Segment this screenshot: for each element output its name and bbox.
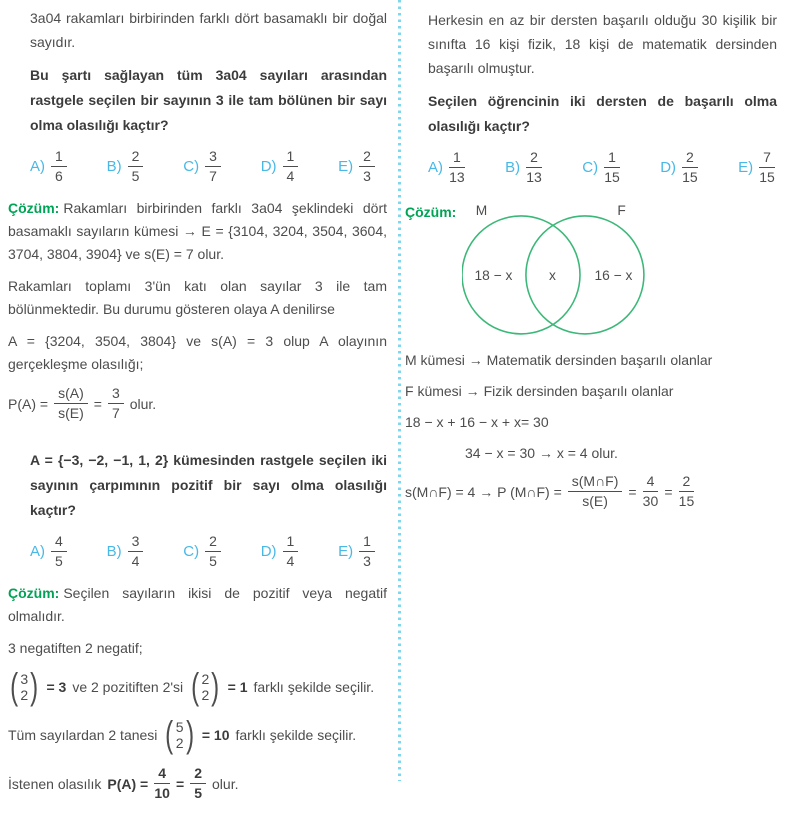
solution1-para1 [8, 197, 387, 266]
line2-tail-text: farklı şekilde seçilir. [235, 727, 357, 743]
solution3-para2: F kümesi → Fizik dersinden başarılı olanlar [405, 383, 674, 399]
option-letter: A) [30, 543, 45, 560]
solution2-line2 [8, 714, 387, 755]
solution-label: Çözüm: [405, 204, 457, 220]
solution2-line1 [8, 666, 387, 707]
problem1-question: Bu şartı sağlayan tüm 3a04 sayıları arasından rastgele seçilen bir sayının 3 ile tam bölünen bir sayı olma olasılığı kaçtır? [30, 67, 387, 133]
problem2-option-b [107, 533, 144, 570]
option-fraction: $\frac{1}{4}$ [283, 533, 299, 570]
option-letter: D) [260, 158, 277, 175]
option-fraction: $\frac{2}{5}$ [128, 148, 144, 185]
problem1-option-e [338, 148, 375, 185]
line1-tail-text: farklı şekilde seçilir. [253, 679, 375, 695]
problem2-option-a [30, 533, 67, 570]
option-fraction: $\frac{1}{13}$ [449, 149, 465, 185]
option-letter: D) [660, 159, 677, 176]
option-letter: C) [183, 543, 200, 560]
line1-middle-text: ve 2 pozitiften 2'si [72, 679, 184, 695]
option-fraction: $\frac{4}{5}$ [51, 533, 67, 570]
binomial-result: = 10 [201, 727, 230, 743]
problem2-option-e [338, 533, 375, 570]
solution2-para1 [8, 582, 387, 628]
eq3-lead: s(M∩F) = 4 → P (M∩F) = [405, 483, 562, 500]
problem1-option-b [107, 148, 144, 185]
solution-label: Çözüm: [8, 200, 60, 216]
fraction-sMF-sE: $\frac{s(M\cap F)}{s(E)}$ [568, 473, 623, 510]
problem3-option-c [582, 149, 620, 186]
problem3-option-b [505, 149, 542, 186]
fraction-2-5: $\frac{2}{5}$ [190, 765, 206, 802]
solution3-eq1: 18 − x + 16 − x + x= 30 [405, 414, 549, 430]
equals-sign: = [664, 483, 673, 500]
problem3-option-e [738, 149, 775, 186]
option-fraction: $\frac{3}{7}$ [205, 148, 221, 185]
probability-lhs: P(A) = [107, 775, 149, 792]
equals-sign: = [176, 775, 185, 792]
problem1-option-c [183, 148, 221, 185]
column-divider [398, 0, 401, 781]
solution3-eq2: 34 − x = 30 → x = 4 olur. [465, 445, 618, 461]
option-letter: A) [428, 159, 443, 176]
option-fraction: $\frac{2}{15}$ [682, 149, 698, 185]
problem2-option-c [183, 533, 221, 570]
option-fraction: $\frac{1}{6}$ [51, 148, 67, 185]
venn-set-label-f: F [617, 202, 627, 218]
option-letter: B) [106, 158, 122, 175]
option-letter: B) [505, 159, 521, 176]
problem3-option-d [660, 149, 698, 186]
option-letter: E) [338, 158, 354, 175]
option-letter: C) [582, 159, 599, 176]
binomial-2-2: ( 2 2 ) [191, 666, 220, 707]
problem1-options [30, 148, 387, 185]
line3-lead-text: İstenen olasılık [8, 775, 102, 792]
solution1-formula [8, 385, 387, 422]
solution3-para1: M kümesi → Matematik dersinden başarılı olanlar [405, 352, 713, 368]
binomial-result: = 3 [46, 679, 67, 695]
solution-label: Çözüm: [8, 585, 60, 601]
option-letter: D) [260, 543, 277, 560]
option-letter: E) [338, 543, 354, 560]
problem3-option-a [428, 149, 465, 186]
problem3-intro: Herkesin en az bir dersten başarılı olduğu 30 kişilik bir sınıfta 16 kişi fizik, 18 kişi de matematik dersinden başarılı olmuştur. [428, 12, 777, 76]
venn-region-middle: x [549, 267, 557, 283]
solution2-text1: Seçilen sayıların ikisi de pozitif veya negatif olmalıdır. [8, 585, 387, 624]
solution1-text1: Rakamları birbirinden farklı 3a04 şeklindeki dört basamaklı sayıların kümesi → E = {3104, 3204, 3504, 3604, 3704, 3804, 3904} ve s(E) = 7 olur. [8, 200, 387, 262]
problem1-option-a [30, 148, 67, 185]
fraction-2-15: $\frac{2}{15}$ [678, 473, 695, 509]
option-fraction: $\frac{1}{15}$ [604, 149, 620, 185]
venn-region-right: 16 − x [594, 267, 633, 283]
line3-tail-text: olur. [212, 775, 239, 792]
option-fraction: $\frac{2}{5}$ [205, 533, 221, 570]
option-fraction: $\frac{2}{13}$ [526, 149, 542, 185]
equals-sign: = [628, 483, 637, 500]
option-letter: B) [106, 543, 122, 560]
option-fraction: $\frac{1}{3}$ [359, 533, 375, 570]
binomial-3-2: ( 3 2 ) [10, 666, 39, 707]
problem2-option-d [261, 533, 299, 570]
problem1-option-d [261, 148, 299, 185]
option-fraction: $\frac{2}{3}$ [359, 148, 375, 185]
option-letter: E) [738, 159, 754, 176]
right-column [405, 0, 777, 522]
fraction-4-30: $\frac{4}{30}$ [642, 473, 659, 509]
venn-region-left: 18 − x [474, 267, 513, 283]
solution2-para2: 3 negatiften 2 negatif; [8, 640, 143, 656]
problem2-question: A = {−3, −2, −1, 1, 2} kümesinden rastgele seçilen iki sayının çarpımının pozitif bir sayı olma olasılığı kaçtır? [30, 452, 387, 518]
option-letter: C) [183, 158, 200, 175]
equals-sign: = [93, 395, 102, 412]
formula-lhs: P(A) = [8, 395, 49, 412]
binomial-result: = 1 [227, 679, 248, 695]
line2-lead-text: Tüm sayılardan 2 tanesi [8, 727, 158, 743]
fraction-4-10: $\frac{4}{10}$ [154, 765, 170, 801]
problem2-options [30, 533, 387, 570]
venn-diagram [462, 198, 777, 343]
fraction-3-7: $\frac{3}{7}$ [108, 385, 124, 422]
solution1-para2: Rakamları toplamı 3'ün katı olan sayılar 3 ile tam bölünmektedir. Bu durumu gösteren olaya A denilirse [8, 278, 387, 317]
option-fraction: $\frac{3}{4}$ [128, 533, 144, 570]
problem3-question: Seçilen öğrencinin iki dersten de başarılı olma olasılığı kaçtır? [428, 93, 777, 134]
option-fraction: $\frac{7}{15}$ [759, 149, 775, 185]
option-fraction: $\frac{1}{4}$ [283, 148, 299, 185]
option-letter: A) [30, 158, 45, 175]
problem1-intro: 3a04 rakamları birbirinden farklı dört basamaklı bir doğal sayıdır. [30, 10, 387, 50]
formula-tail: olur. [129, 395, 157, 412]
venn-set-label-m: M [476, 202, 488, 218]
solution1-para3: A = {3204, 3504, 3804} ve s(A) = 3 olup A olayının gerçekleşme olasılığı; [8, 333, 387, 372]
solution3-eq3 [405, 473, 777, 510]
binomial-5-2: ( 5 2 ) [165, 714, 194, 755]
left-column [8, 0, 387, 814]
solution2-line3 [8, 765, 387, 802]
solution3-header [405, 198, 777, 343]
problem3-options [428, 149, 777, 186]
fraction-sA-sE: $\frac{s(A)}{s(E)}$ [54, 385, 88, 422]
